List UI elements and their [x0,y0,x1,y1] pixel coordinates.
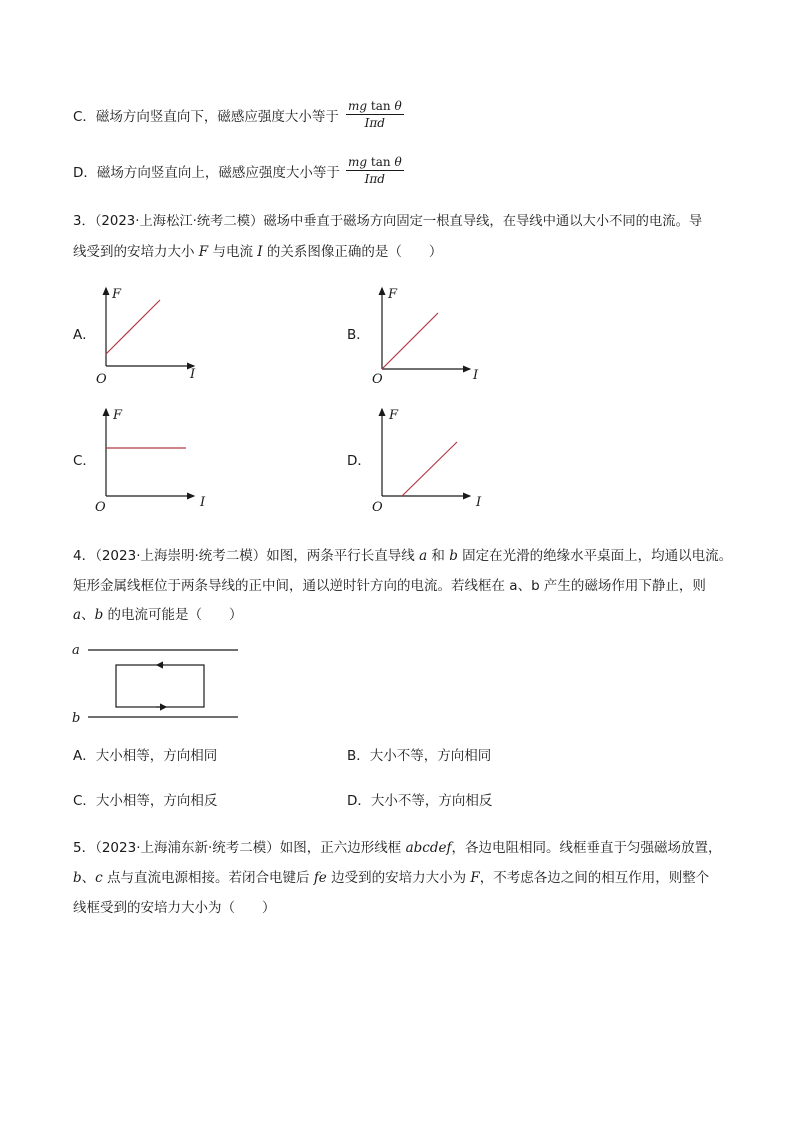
q4-line1-mid: 和 [427,548,450,564]
q2-d-num-theta: θ [394,155,402,169]
q3-option-c-label: C． [73,453,96,469]
q5-stem-line3 [73,898,276,918]
q2-d-num-tan: tan [370,155,391,169]
q3-graph-d-data-line [402,442,457,496]
q3-graph-c-origin: O [95,500,106,515]
q5-var-f: F [470,870,480,886]
q4-option-c: C．大小相等，方向相反 [73,793,218,809]
q2-d-denominator: Iπd [364,172,385,186]
q2-c-num-theta: θ [394,99,402,113]
q3-stem-line1-text: 3．（2023·上海松江·统考二模）磁场中垂直于磁场方向固定一根直导线，在导线中通以大小不同的电流。导 [73,214,703,229]
q3-graph-a-y-label: F [112,287,122,302]
q3-graph-b-origin: O [372,372,383,387]
q4-wire-b-label: b [72,711,81,726]
q3-graph-b [366,282,486,392]
q4-var-b: b [449,548,458,564]
q3-graph-b-y-label: F [388,287,398,302]
q3-graph-c [90,405,220,515]
q4-option-a: A．大小相等，方向相同 [73,748,218,764]
q4-option-b: B．大小不等，方向相同 [347,748,492,764]
q4-var-a: a [419,548,428,564]
q3-graph-d [366,405,496,515]
q4-line2-text: 矩形金属线框位于两条导线的正中间，通以逆时针方向的电流。若线框在 a、b 产生的磁场作用下静止，则 [73,578,706,594]
q2-option-c [73,107,339,127]
q3-line2-c: 的关系图像正确的是（ ） [262,244,443,260]
q4-wire-a-label: a [72,643,80,658]
q5-line2-mid: 边受到的安培力大小为 [326,870,471,886]
q5-var-fe: fe [313,870,327,886]
q4-option-d: D．大小不等，方向相反 [347,793,493,809]
q3-graph-d-origin: O [372,500,383,515]
q3-graph-a [90,282,210,392]
q3-graph-c-x-label: I [200,495,206,510]
q2-option-c-fraction [346,99,404,130]
q3-option-d-label: D． [347,453,371,469]
q5-line1-end: ，各边电阻相同。线框垂直于匀强磁场放置， [451,840,722,856]
q5-stem-line2 [73,868,709,888]
q4-line3-var-a: a [73,607,82,623]
q4-stem-line2 [73,576,706,596]
q3-graph-a-origin: O [96,372,107,387]
q4-line3-var-b: b [94,607,104,623]
q2-d-num-mg: mg [348,155,368,169]
q3-graph-b-data-line [382,313,438,369]
q4-rectangular-loop [116,665,204,707]
q2-c-denominator: Iπd [364,116,385,130]
q5-var-c: c [95,870,103,886]
q3-option-a-label: A． [73,327,96,343]
q4-stem-line3 [73,605,243,625]
q3-stem-line1 [73,212,702,232]
q5-line2-a: 点与直流电源相接。若闭合电键后 [102,870,314,886]
q3-var-i: I [257,244,263,260]
q2-c-num-tan: tan [370,99,391,113]
q3-line2-a: 线受到的安培力大小 [73,244,199,260]
q5-var-b: b [73,870,82,886]
q5-stem-line1 [73,838,721,858]
q3-line2-b: 与电流 [208,244,258,260]
q3-graph-d-x-label: I [476,495,482,510]
q2-option-d-fraction [346,155,404,186]
q5-line1-a: 5．（2023·上海浦东新·统考二模）如图，正六边形线框 [73,840,406,856]
q3-var-f: F [198,244,209,260]
q5-line2-end: ，不考虑各边之间的相互作用，则整个 [479,870,710,886]
q2-option-d-text: D．磁场方向竖直向上，磁感应强度大小等于 [73,165,340,181]
q4-line1-end: 固定在光滑的绝缘水平桌面上，均通以电流。 [457,548,733,564]
q3-stem-line2 [73,242,442,262]
q3-graph-a-data-line [106,300,160,354]
q3-graph-c-y-label: F [113,408,123,423]
q4-line3-sep: 、 [81,607,95,623]
q2-option-c-text: C．磁场方向竖直向下，磁感应强度大小等于 [73,109,339,125]
q5-line3-text: 线框受到的安培力大小为（ ） [73,900,276,916]
q4-line1-a: 4．（2023·上海崇明·统考二模）如图，两条平行长直导线 [73,548,420,564]
q4-line3-end: 的电流可能是（ ） [103,607,243,623]
q4-figure [70,640,250,730]
q3-graph-d-y-label: F [389,408,399,423]
q3-graph-b-x-label: I [473,368,479,383]
q5-var-abcdef: abcdef [405,840,452,856]
q5-line2-sep: 、 [81,870,96,886]
q3-option-b-label: B． [347,327,370,343]
q2-option-d [73,163,340,183]
q2-c-num-mg: mg [348,99,368,113]
q3-graph-a-x-label: I [190,367,196,382]
q4-stem-line1 [73,546,732,566]
